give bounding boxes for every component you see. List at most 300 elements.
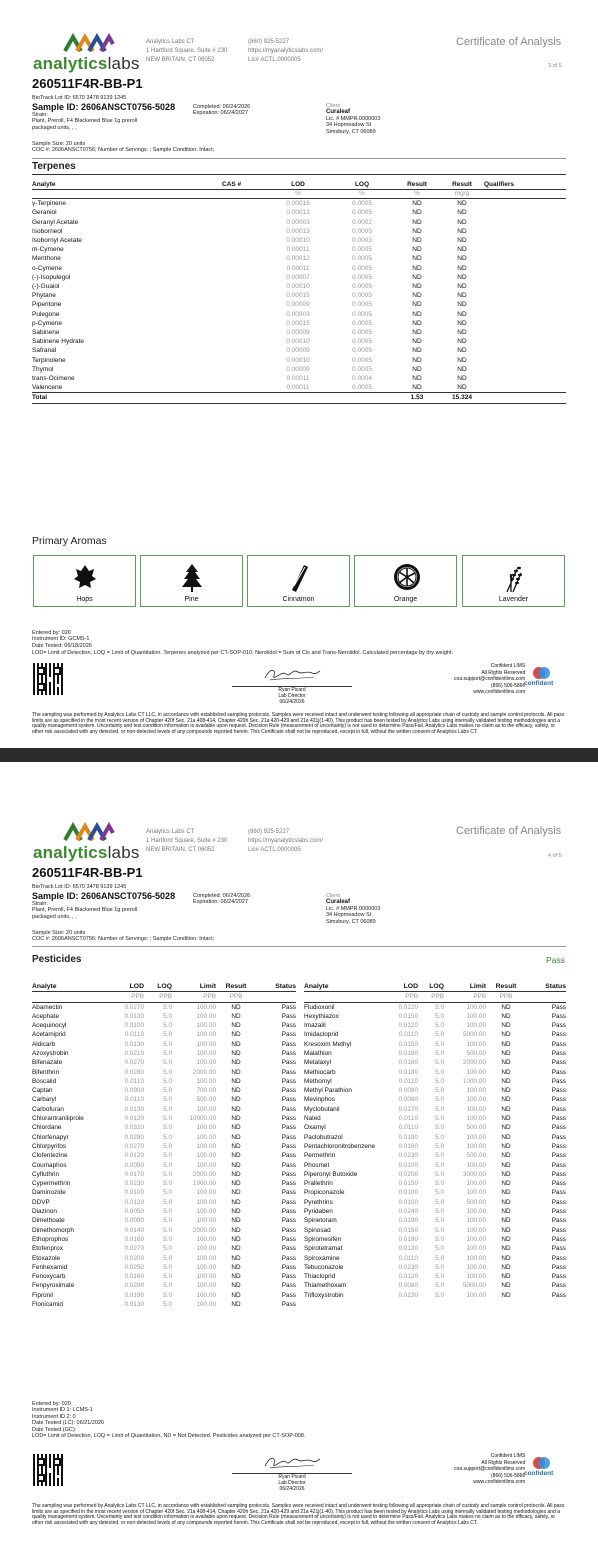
limit-value: 100.00 [196, 1254, 216, 1262]
table-row [32, 1105, 296, 1114]
confident-line1: Confident LIMS [490, 663, 526, 669]
analyte-name: Pyrethrins [304, 1198, 333, 1206]
loq-value: 5.0 [163, 1022, 172, 1030]
signer-name: Ryan Picard [278, 1474, 306, 1480]
result-value: ND [231, 1003, 241, 1011]
loq-value: 5.0 [163, 1142, 172, 1150]
table-row [304, 1077, 566, 1086]
table-row [32, 1095, 296, 1104]
lod-value: 0.0140 [124, 1226, 144, 1234]
analyte-name: Myclobutanil [304, 1105, 340, 1113]
lod-value: 0.0220 [398, 1003, 418, 1011]
pesticides-table-left [32, 982, 296, 1309]
status-value: Pass [551, 1087, 566, 1095]
loq-value: 5.0 [163, 1245, 172, 1253]
unit-label [32, 992, 112, 1002]
limit-value: 100.00 [196, 1301, 216, 1308]
loq-value: 5.0 [435, 1040, 444, 1048]
unit-label [222, 190, 266, 199]
signature-icon [262, 664, 322, 686]
result-value: ND [501, 1161, 511, 1169]
result-value: ND [231, 1077, 241, 1085]
lod-value: 0.0230 [398, 1291, 418, 1299]
cinnamon-stick-icon [286, 563, 312, 593]
qualifiers [484, 264, 566, 273]
loq-value: 0.0005 [352, 356, 372, 364]
qualifiers [484, 356, 566, 365]
lod-value: 0.0160 [124, 1273, 144, 1281]
analyte-name: Bifenthrin [32, 1068, 59, 1076]
result-value: ND [501, 1040, 511, 1048]
status-value: Pass [281, 1012, 296, 1020]
analyte-name: Kresoxim Methyl [304, 1040, 352, 1048]
lod-value: 0.0150 [398, 1012, 418, 1020]
limit-value: 100.00 [196, 1022, 216, 1030]
status-value: Pass [281, 1301, 296, 1308]
limit-value: 100.00 [196, 1142, 216, 1150]
loq-value: 0.0003 [352, 237, 372, 245]
qualifiers [484, 374, 566, 383]
loq-value: 5.0 [163, 1208, 172, 1216]
status-value: Pass [551, 1022, 566, 1030]
lod-value: 0.0180 [398, 1068, 418, 1076]
status-value: Pass [281, 1217, 296, 1225]
result-value: ND [501, 1245, 511, 1253]
result-value: ND [231, 1291, 241, 1299]
result-percent: ND [412, 338, 422, 346]
limit-value: 100.00 [196, 1040, 216, 1048]
loq-value: 0.0005 [352, 200, 372, 208]
table-row [32, 365, 566, 374]
result-percent: ND [412, 264, 422, 272]
cas-number [222, 273, 266, 282]
status-value: Pass [551, 1170, 566, 1178]
status-value: Pass [281, 1124, 296, 1132]
analyte-name: Isoborneol [32, 227, 63, 235]
lod-value: 0.0290 [124, 1282, 144, 1290]
result-mg-g: ND [457, 384, 467, 392]
status-value: Pass [281, 1273, 296, 1281]
analyte-name: Captan [32, 1087, 53, 1095]
result-mg-g: ND [457, 301, 467, 309]
cas-number [222, 218, 266, 227]
analyte-name: m-Cymene [32, 246, 64, 254]
status-value: Pass [551, 1068, 566, 1076]
result-value: ND [231, 1096, 241, 1104]
analyte-name: Methiocarb [304, 1068, 336, 1076]
table-row [304, 1040, 566, 1049]
lod-value: 0.00012 [286, 255, 310, 263]
result-value: ND [231, 1180, 241, 1188]
expiration-date: Expiration: 06/24/2027 [193, 110, 249, 117]
sample-strain: Strain: [32, 901, 48, 907]
loq-value: 5.0 [163, 1115, 172, 1123]
lab-name: Analytics Labs CT [146, 39, 195, 45]
limit-value: 500.00 [466, 1152, 486, 1160]
analyte-name: p-Cymene [32, 319, 62, 327]
limit-value: 500.00 [466, 1124, 486, 1132]
result-value: ND [501, 1133, 511, 1141]
analyte-name: Tebuconazole [304, 1263, 344, 1271]
limit-value: 1000.00 [192, 1180, 216, 1188]
limit-value: 100.00 [466, 1022, 486, 1030]
status-value: Pass [281, 1003, 296, 1011]
loq-value: 5.0 [435, 1180, 444, 1188]
loq-value: 5.0 [435, 1105, 444, 1113]
lod-value: 0.0200 [398, 1170, 418, 1178]
coa-page-pesticides [0, 794, 598, 1564]
limit-value: 100.00 [466, 1133, 486, 1141]
sample-size: Sample Size: 20 units [32, 930, 86, 936]
loq-value: 5.0 [435, 1217, 444, 1225]
unit-label: PPB [144, 992, 172, 1002]
table-row [32, 1216, 296, 1225]
cas-number [222, 264, 266, 273]
loq-value: 5.0 [163, 1040, 172, 1048]
limit-value: 1000.00 [462, 1077, 486, 1085]
analyte-name: Diazinon [32, 1208, 57, 1216]
cas-number [222, 319, 266, 328]
result-value: ND [501, 1282, 511, 1290]
result-percent: ND [412, 319, 422, 327]
pesticides-status-badge: Pass [546, 955, 565, 965]
qualifiers [484, 282, 566, 291]
sample-strain: Strain: [32, 112, 48, 118]
loq-value: 5.0 [435, 1245, 444, 1253]
unit-label [256, 992, 296, 1002]
status-value: Pass [551, 1263, 566, 1271]
limit-value: 5000.00 [462, 1282, 486, 1290]
lod-value: 0.0170 [398, 1105, 418, 1113]
lod-value: 0.00010 [286, 356, 310, 364]
table-row [32, 346, 566, 355]
result-percent: ND [412, 237, 422, 245]
lod-value: 0.0230 [398, 1263, 418, 1271]
cas-number [222, 227, 266, 236]
loq-value: 5.0 [163, 1170, 172, 1178]
limit-value: 3000.00 [462, 1170, 486, 1178]
table-row [304, 1105, 566, 1114]
analyte-name: Naled [304, 1115, 321, 1123]
confident-lims-contact [454, 1453, 525, 1486]
lod-value: 0.0130 [398, 1245, 418, 1253]
lod-value: 0.0270 [124, 1245, 144, 1253]
result-mg-g: ND [457, 329, 467, 337]
limit-value: 100.00 [466, 1217, 486, 1225]
result-value: ND [501, 1152, 511, 1160]
analyte-name: Fenoxycarb [32, 1273, 66, 1281]
column-header: LOQ [330, 180, 394, 190]
analyte-name: Fipronil [32, 1291, 53, 1299]
table-row [32, 264, 566, 273]
qualifiers [484, 245, 566, 254]
qr-code-icon[interactable] [33, 663, 65, 695]
result-percent: ND [412, 365, 422, 373]
qualifiers [484, 383, 566, 393]
table-row [304, 1170, 566, 1179]
loq-value: 5.0 [163, 1254, 172, 1262]
analyte-name: Phosmet [304, 1161, 330, 1169]
status-value: Pass [281, 1198, 296, 1206]
loq-value: 5.0 [435, 1208, 444, 1216]
table-row [32, 300, 566, 309]
table-row [304, 1058, 566, 1067]
page-separator [0, 748, 598, 794]
table-row [304, 1133, 566, 1142]
table-row [32, 1272, 296, 1281]
analyte-name: Carbofuran [32, 1105, 64, 1113]
loq-value: 5.0 [163, 1301, 172, 1308]
confident-logo [524, 666, 560, 690]
result-value: ND [501, 1068, 511, 1076]
cas-number [222, 328, 266, 337]
result-mg-g: ND [457, 246, 467, 254]
loq-value: 5.0 [435, 1142, 444, 1150]
loq-value: 0.0005 [352, 273, 372, 281]
lod-value: 0.0280 [124, 1133, 144, 1141]
table-row [304, 1123, 566, 1132]
table-row [32, 1244, 296, 1253]
status-value: Pass [281, 1049, 296, 1057]
table-row [32, 1068, 296, 1077]
limit-value: 100.00 [196, 1059, 216, 1067]
analyte-name: Propiconazole [304, 1189, 345, 1197]
orange-slice-icon [393, 563, 421, 591]
cas-number [222, 208, 266, 217]
qualifiers [484, 337, 566, 346]
loq-value: 5.0 [435, 1012, 444, 1020]
table-row [304, 1281, 566, 1290]
lab-url[interactable]: https://myanalyticslabs.com/ [248, 47, 324, 54]
table-row [304, 1198, 566, 1207]
loq-value: 0.0005 [352, 209, 372, 217]
table-row [32, 1188, 296, 1197]
lod-value: 0.0080 [398, 1096, 418, 1104]
analyte-name: Carbaryl [32, 1096, 57, 1104]
sample-dates [193, 104, 250, 117]
status-value: Pass [281, 1022, 296, 1030]
lod-value: 0.0100 [124, 1189, 144, 1197]
result-value: ND [231, 1142, 241, 1150]
client-address2: Simsbury, CT 06089 [326, 128, 376, 135]
lod-value: 0.00009 [286, 301, 310, 309]
result-mg-g: ND [457, 375, 467, 383]
confident-lims-contact [454, 663, 525, 696]
terpenes-header-row [32, 180, 566, 190]
result-percent: ND [412, 218, 422, 226]
confident-line4: (866) 506-5866 [491, 1472, 526, 1479]
loq-value: 5.0 [163, 1161, 172, 1169]
analyte-name: (-)-Isopulegol [32, 273, 71, 281]
lod-value: 0.0160 [398, 1142, 418, 1150]
total-mg-g: 15.324 [440, 393, 484, 403]
status-value: Pass [551, 1282, 566, 1290]
lod-value: 0.00011 [286, 246, 310, 254]
lod-value: 0.0110 [398, 1031, 418, 1039]
signature-block [242, 1474, 342, 1492]
limit-value: 100.00 [196, 1124, 216, 1132]
pesticides-units-row [32, 992, 296, 1002]
status-value: Pass [281, 1189, 296, 1197]
analyte-name: Daminozide [32, 1189, 66, 1197]
result-mg-g: ND [457, 273, 467, 281]
loq-value: 0.0005 [352, 264, 372, 272]
aroma-card-hops [33, 555, 136, 607]
loq-value: 5.0 [435, 1022, 444, 1030]
result-mg-g: ND [457, 283, 467, 291]
table-row [32, 319, 566, 328]
test-info [32, 1401, 104, 1433]
limit-value: 100.00 [466, 1263, 486, 1271]
lod-note: LOD= Limit of Detection, LOQ = Limit of Quantitation, ND = Not Detected. Pesticides analyzed per CT-SOP-008. [32, 1433, 306, 1439]
status-value: Pass [551, 1161, 566, 1169]
cas-number [222, 245, 266, 254]
qualifiers [484, 273, 566, 282]
column-header: LOD [386, 982, 418, 992]
result-value: ND [231, 1105, 241, 1113]
analyte-name: γ-Terpinene [32, 200, 66, 208]
analyte-name: Ethoprophos [32, 1235, 69, 1243]
unit-label: % [266, 190, 330, 199]
status-value: Pass [551, 1291, 566, 1299]
result-percent: ND [412, 347, 422, 355]
analyte-name: Aldicarb [32, 1040, 56, 1048]
confident-logo-text: confident [524, 1470, 554, 1477]
confident-line1: Confident LIMS [490, 1453, 526, 1459]
table-row [32, 1235, 296, 1244]
loq-value: 5.0 [435, 1198, 444, 1206]
qualifiers [484, 328, 566, 337]
limit-value: 100.00 [466, 1180, 486, 1188]
lod-value: 0.0190 [398, 1235, 418, 1243]
lod-value: 0.0900 [124, 1087, 144, 1095]
result-value: ND [231, 1049, 241, 1057]
status-value: Pass [551, 1031, 566, 1039]
loq-value: 5.0 [435, 1189, 444, 1197]
lod-value: 0.0100 [398, 1189, 418, 1197]
lod-value: 0.00015 [286, 292, 310, 300]
instrument-id: Instrument ID: GCMS-1 [32, 636, 90, 643]
analyte-name: Chlorantraniliprole [32, 1115, 84, 1123]
coa-page-terpenes [0, 0, 598, 748]
loq-value: 0.0002 [352, 218, 372, 226]
column-header: LOQ [418, 982, 444, 992]
table-row [304, 1244, 566, 1253]
sample-packaged: packaged units, , , [32, 913, 77, 920]
loq-value: 0.0005 [352, 292, 372, 300]
result-value: ND [501, 1115, 511, 1123]
table-row [32, 1021, 296, 1030]
pesticides-header-row [32, 982, 296, 992]
result-value: ND [231, 1189, 241, 1197]
cas-number [222, 254, 266, 263]
signature-date: 06/24/2026 [279, 1486, 305, 1492]
column-header: Qualifiers [484, 180, 566, 190]
status-value: Pass [551, 1180, 566, 1188]
status-value: Pass [281, 1068, 296, 1076]
lod-value: 0.0210 [124, 1049, 144, 1057]
table-row [304, 1068, 566, 1077]
logo-mark-icon [63, 822, 115, 842]
lod-value: 0.0230 [398, 1152, 418, 1160]
result-value: ND [231, 1208, 241, 1216]
aroma-card-cinnamon [247, 555, 350, 607]
table-row [32, 1263, 296, 1272]
client-block [326, 103, 380, 135]
limit-value: 100.00 [196, 1189, 216, 1197]
lod-value: 0.0110 [398, 1077, 418, 1085]
table-row [304, 1235, 566, 1244]
lod-value: 0.0120 [398, 1022, 418, 1030]
lab-address-line2: NEW BRITAIN, CT 06052 [146, 56, 215, 63]
limit-value: 10000.00 [189, 1115, 216, 1123]
client-address1: 34 Hopmeadow St [326, 122, 372, 129]
column-header: Result [440, 180, 484, 190]
result-percent: ND [412, 384, 422, 392]
loq-value: 5.0 [163, 1152, 172, 1160]
limit-value: 700.00 [196, 1087, 216, 1095]
loq-value: 5.0 [163, 1012, 172, 1020]
analyte-name: Fludioxonil [304, 1003, 335, 1011]
pesticides-units-row [304, 992, 566, 1002]
status-value: Pass [551, 1096, 566, 1104]
unit-label: mg/g [440, 190, 484, 199]
pesticides-table-right [304, 982, 566, 1300]
result-value: ND [231, 1115, 241, 1123]
column-header: Analyte [304, 982, 386, 992]
table-row [32, 1281, 296, 1290]
loq-value: 0.0005 [352, 227, 372, 235]
analyte-name: Chlordane [32, 1124, 62, 1132]
table-row [32, 1123, 296, 1132]
column-header: Status [256, 982, 296, 992]
sample-dates [193, 893, 250, 906]
result-value: ND [501, 1059, 511, 1067]
limit-value: 100.00 [196, 1049, 216, 1057]
table-row [304, 1291, 566, 1300]
analyte-name: Prallethrin [304, 1180, 333, 1188]
analyte-name: Acephate [32, 1012, 60, 1020]
loq-value: 5.0 [163, 1087, 172, 1095]
lab-name: Analytics Labs CT [146, 829, 195, 835]
status-value: Pass [551, 1152, 566, 1160]
qr-code-icon[interactable] [33, 1454, 65, 1486]
result-value: ND [231, 1198, 241, 1206]
table-row [304, 1216, 566, 1225]
table-row [304, 1049, 566, 1058]
lod-value: 0.0120 [124, 1198, 144, 1206]
limit-value: 100.00 [196, 1282, 216, 1290]
cas-number [222, 374, 266, 383]
sample-matrix: Plant, Preroll, F4 Blackened Blue 1g preroll [32, 118, 138, 125]
lab-address-line2: NEW BRITAIN, CT 06052 [146, 846, 215, 853]
biotrack-lot-id: BioTrack Lot ID: 6570 3478 9139 1245 [32, 884, 127, 890]
table-row [32, 337, 566, 346]
result-percent: ND [412, 356, 422, 364]
table-row [32, 383, 566, 393]
result-value: ND [231, 1059, 241, 1067]
analyte-name: Fenhexamid [32, 1263, 68, 1271]
result-value: ND [501, 1291, 511, 1299]
lab-url[interactable]: https://myanalyticslabs.com/ [248, 837, 324, 844]
lod-value: 0.0110 [398, 1124, 418, 1132]
lod-value: 0.0170 [124, 1170, 144, 1178]
lod-value: 0.0320 [124, 1124, 144, 1132]
table-row [32, 236, 566, 245]
limit-value: 2000.00 [192, 1226, 216, 1234]
result-mg-g: ND [457, 365, 467, 373]
analyte-name: Thiamethoxam [304, 1282, 347, 1290]
